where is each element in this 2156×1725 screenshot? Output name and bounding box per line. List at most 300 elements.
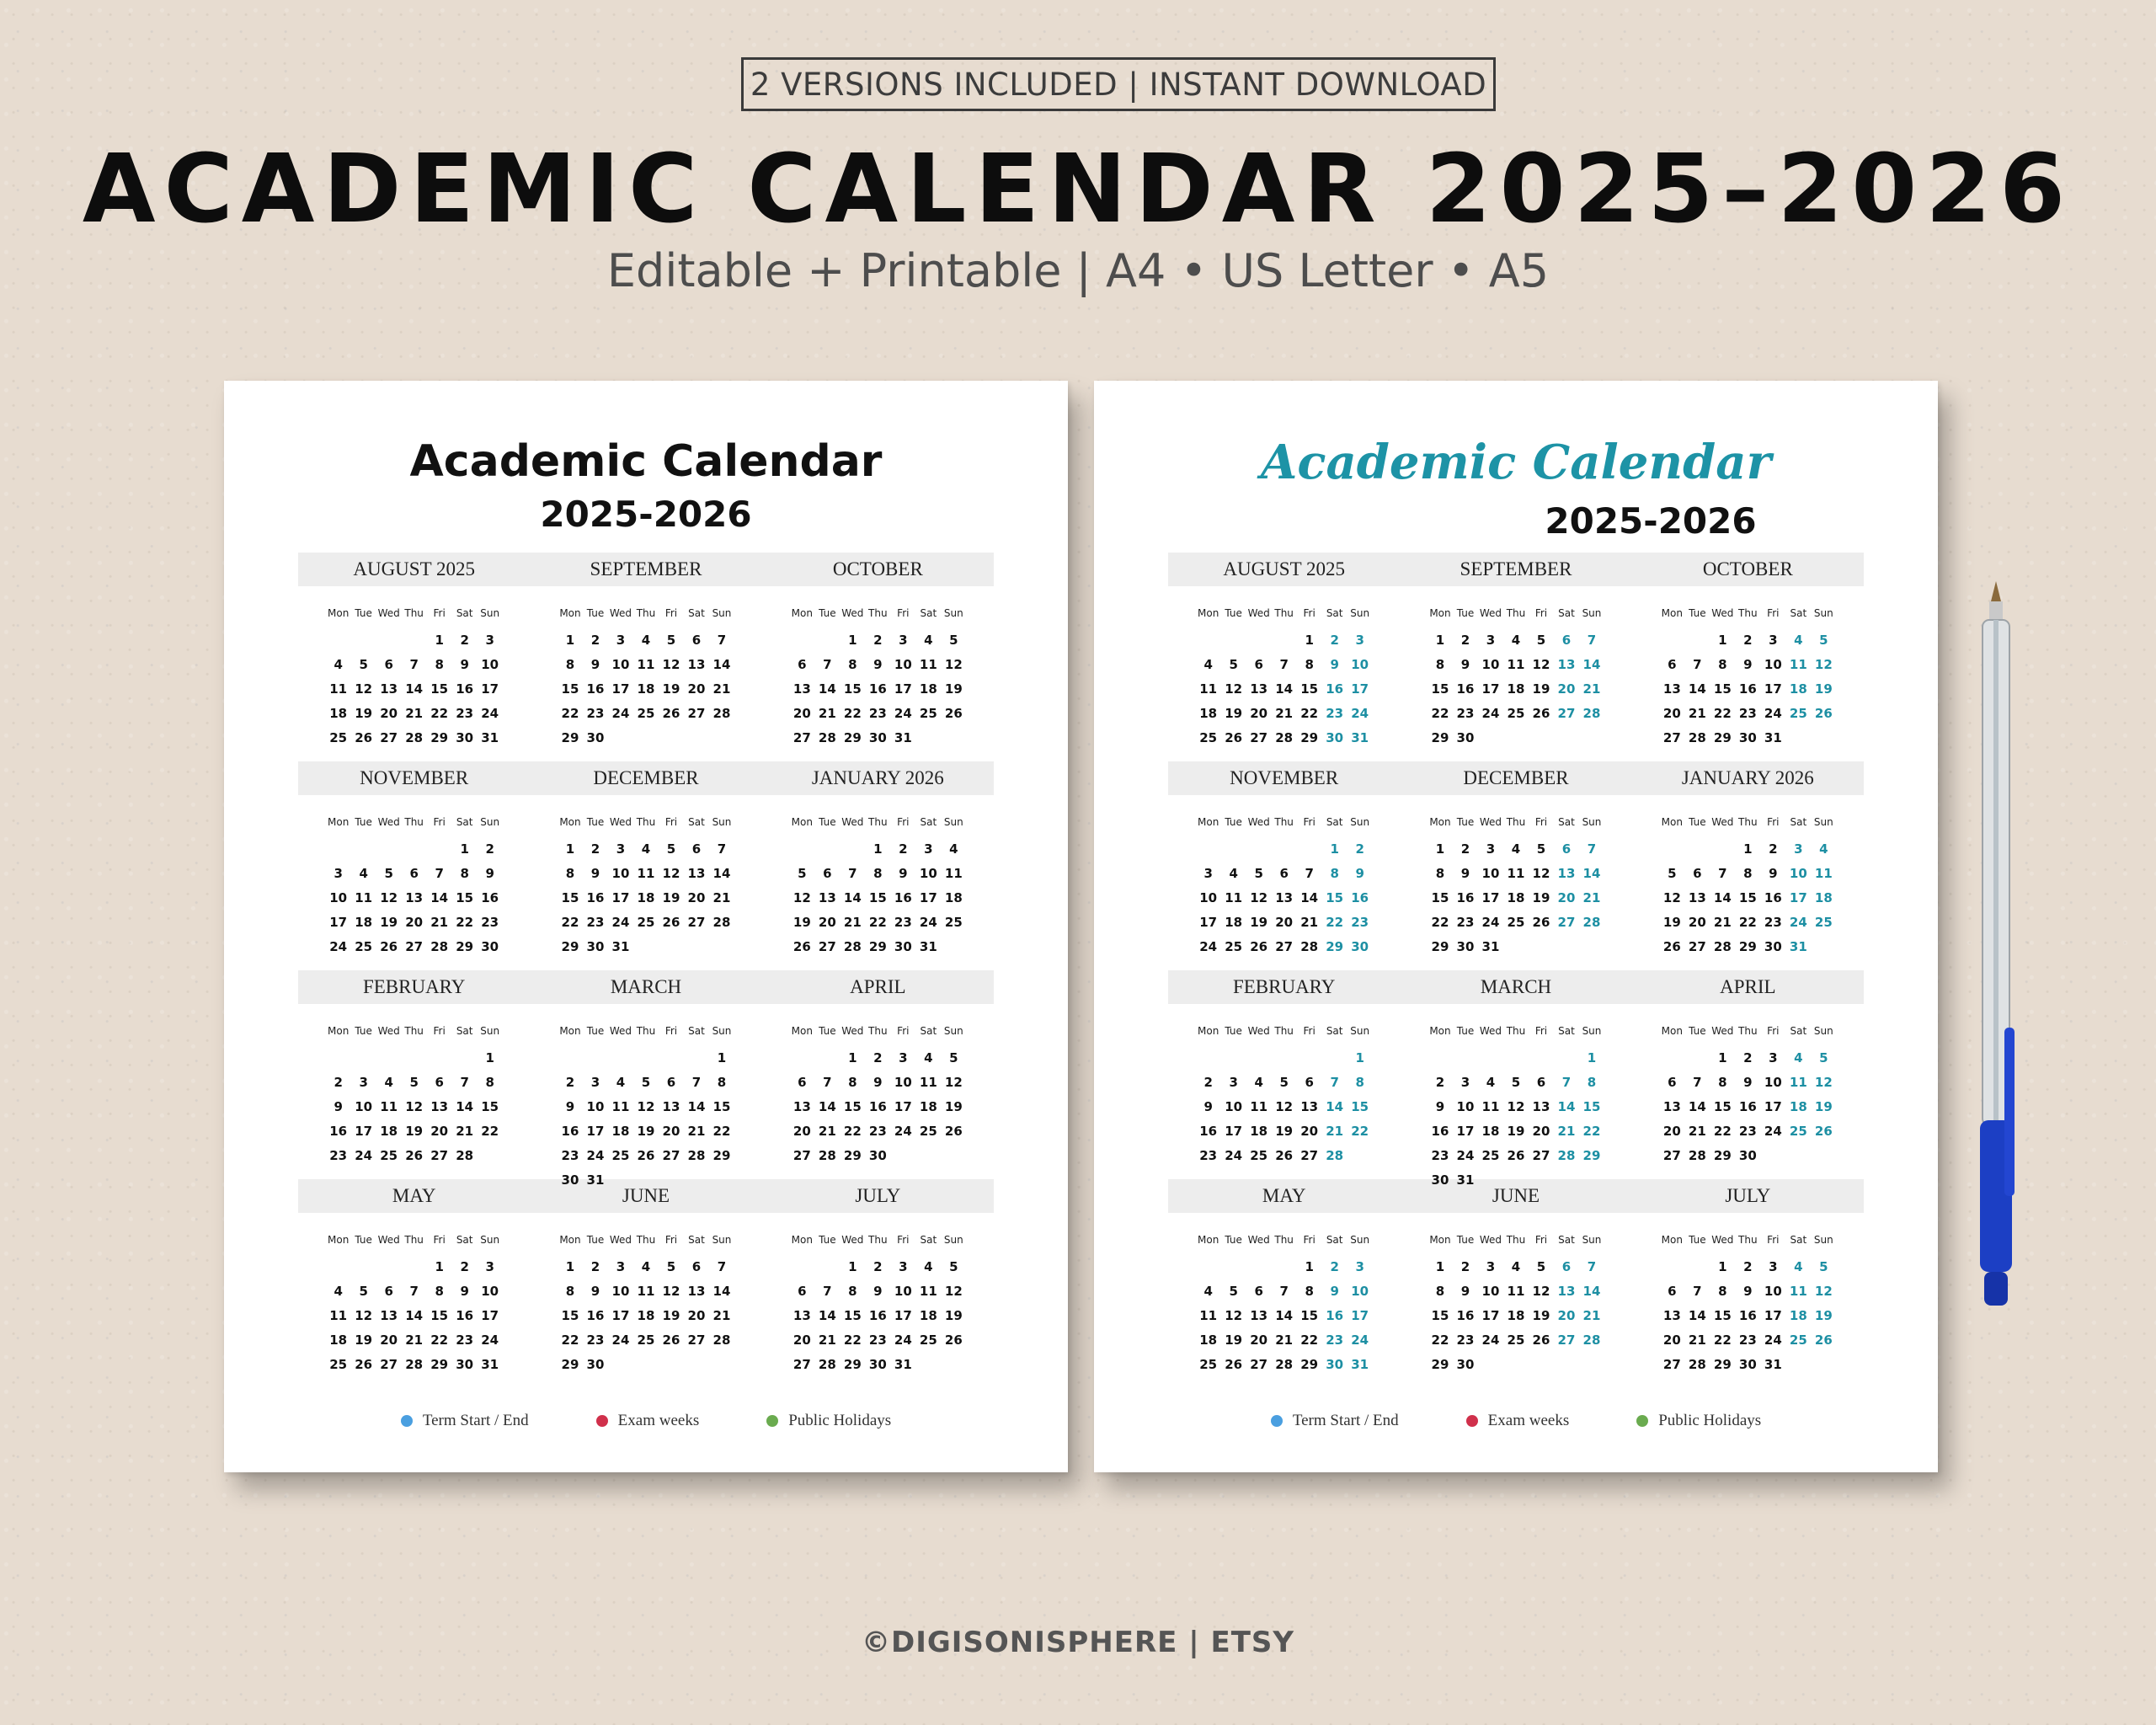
day-cell: 9 <box>1330 657 1339 672</box>
day-cell: 29 <box>1713 1357 1732 1372</box>
day-cell: 26 <box>1225 1357 1243 1372</box>
day-grid <box>762 1046 994 1168</box>
day-grid <box>1632 1046 1864 1168</box>
day-cell: 26 <box>792 939 811 954</box>
day-cell: 22 <box>712 1124 731 1139</box>
day-cell: 20 <box>380 1332 398 1348</box>
weekday-label: Fri <box>433 1025 446 1037</box>
day-cell: 12 <box>1814 1075 1833 1090</box>
day-cell: 15 <box>561 681 579 697</box>
day-cell: 7 <box>435 866 444 881</box>
day-cell: 25 <box>1225 939 1243 954</box>
day-grid <box>762 628 994 750</box>
day-cell: 7 <box>823 1284 832 1299</box>
day-cell: 30 <box>1351 939 1369 954</box>
day-cell: 27 <box>1250 730 1268 745</box>
day-cell: 1 <box>565 1259 575 1274</box>
day-cell: 6 <box>798 1075 807 1090</box>
day-cell: 30 <box>1764 939 1782 954</box>
day-cell: 5 <box>949 633 958 648</box>
day-cell: 9 <box>1435 1099 1445 1114</box>
day-cell: 16 <box>1738 1099 1757 1114</box>
day-cell: 4 <box>1511 841 1521 857</box>
empty-cell <box>326 837 351 862</box>
month-block <box>1400 761 1631 970</box>
empty-cell <box>326 1046 351 1071</box>
day-cell: 7 <box>460 1075 469 1090</box>
empty-cell <box>1297 1046 1322 1071</box>
day-cell: 1 <box>1718 633 1727 648</box>
day-cell: 1 <box>717 1050 727 1065</box>
weekday-label: Thu <box>868 816 888 828</box>
day-cell: 9 <box>565 1099 575 1114</box>
day-cell: 25 <box>1814 915 1833 930</box>
legend-item-term <box>1271 1412 1399 1430</box>
weekday-label: Mon <box>559 607 581 619</box>
day-cell: 28 <box>405 730 424 745</box>
day-cell: 5 <box>359 657 368 672</box>
empty-cell <box>351 1255 376 1279</box>
weekday-label: Sat <box>456 816 473 828</box>
weekday-label: Mon <box>559 816 581 828</box>
day-cell: 31 <box>586 1172 605 1188</box>
day-cell: 3 <box>616 633 626 648</box>
day-cell: 18 <box>380 1124 398 1139</box>
day-grid <box>1400 1255 1631 1377</box>
weekday-row <box>762 812 994 832</box>
day-cell: 2 <box>873 633 883 648</box>
day-cell: 6 <box>823 866 832 881</box>
day-cell: 16 <box>1456 890 1475 905</box>
day-cell: 28 <box>1326 1148 1344 1163</box>
weekday-row <box>530 1230 761 1250</box>
weekday-label: Wed <box>841 816 864 828</box>
day-cell: 7 <box>1718 866 1727 881</box>
day-cell: 21 <box>818 1332 836 1348</box>
day-cell: 1 <box>873 841 883 857</box>
day-cell: 9 <box>1203 1099 1213 1114</box>
weekday-row <box>530 812 761 832</box>
day-cell: 22 <box>561 706 579 721</box>
day-cell: 31 <box>1764 730 1782 745</box>
day-cell: 20 <box>1557 681 1576 697</box>
day-cell: 16 <box>456 681 474 697</box>
empty-cell <box>1297 837 1322 862</box>
day-cell: 28 <box>1557 1148 1576 1163</box>
weekday-row <box>1400 812 1631 832</box>
day-cell: 27 <box>1557 915 1576 930</box>
day-cell: 28 <box>1275 730 1294 745</box>
day-cell: 15 <box>561 1308 579 1323</box>
day-cell: 11 <box>329 1308 348 1323</box>
empty-cell <box>1221 628 1246 653</box>
day-cell: 4 <box>1794 1259 1803 1274</box>
day-cell: 25 <box>1481 1148 1500 1163</box>
empty-cell <box>1710 837 1735 862</box>
calendar-sheet-classic <box>224 381 1068 1472</box>
empty-cell <box>659 1046 684 1071</box>
day-cell: 27 <box>1250 1357 1268 1372</box>
day-cell: 21 <box>818 706 836 721</box>
day-cell: 13 <box>1250 681 1268 697</box>
day-cell: 24 <box>1481 1332 1500 1348</box>
day-cell: 19 <box>944 1308 963 1323</box>
day-cell: 13 <box>380 1308 398 1323</box>
day-cell: 17 <box>1351 681 1369 697</box>
day-grid <box>530 1255 761 1377</box>
day-cell: 26 <box>355 730 373 745</box>
weekday-label: Mon <box>1198 1234 1219 1246</box>
day-cell: 22 <box>1713 706 1732 721</box>
month-name: AUGUST 2025 <box>1223 558 1345 579</box>
day-cell: 2 <box>485 841 494 857</box>
day-cell: 7 <box>823 1075 832 1090</box>
day-cell: 26 <box>1814 706 1833 721</box>
day-cell: 13 <box>662 1099 680 1114</box>
empty-cell <box>1221 837 1246 862</box>
day-cell: 21 <box>1582 1308 1601 1323</box>
day-cell: 16 <box>894 890 912 905</box>
weekday-label: Wed <box>1711 607 1734 619</box>
weekday-label: Sun <box>480 1234 500 1246</box>
weekday-row <box>1168 1230 1400 1250</box>
empty-cell <box>427 837 452 862</box>
empty-cell <box>452 1046 478 1071</box>
day-cell: 9 <box>1743 1075 1753 1090</box>
weekday-label: Mon <box>328 607 350 619</box>
day-cell: 20 <box>1250 706 1268 721</box>
day-cell: 18 <box>637 890 655 905</box>
day-cell: 2 <box>1460 633 1470 648</box>
day-cell: 6 <box>1254 1284 1263 1299</box>
day-cell: 29 <box>1582 1148 1601 1163</box>
weekday-label: Sat <box>456 607 473 619</box>
day-grid <box>1632 837 1864 959</box>
month-block <box>1632 761 1864 970</box>
weekday-label: Mon <box>791 1234 813 1246</box>
day-cell: 6 <box>1561 1259 1572 1274</box>
day-cell: 14 <box>1582 1284 1601 1299</box>
day-cell: 17 <box>329 915 348 930</box>
day-cell: 11 <box>1789 657 1807 672</box>
weekday-label: Thu <box>636 607 656 619</box>
day-cell: 25 <box>1507 706 1525 721</box>
day-cell: 24 <box>329 939 348 954</box>
day-cell: 2 <box>1203 1075 1213 1090</box>
day-cell: 8 <box>848 1284 857 1299</box>
weekday-label: Wed <box>1711 1025 1734 1037</box>
day-cell: 17 <box>1789 890 1807 905</box>
empty-cell <box>840 837 865 862</box>
day-cell: 15 <box>430 681 449 697</box>
day-cell: 13 <box>792 1099 811 1114</box>
day-cell: 2 <box>590 841 600 857</box>
day-cell: 8 <box>1718 1075 1727 1090</box>
weekday-row <box>1168 1021 1400 1041</box>
month-name: MARCH <box>1480 976 1552 997</box>
month-name: FEBRUARY <box>362 976 466 997</box>
empty-cell <box>1196 1046 1221 1071</box>
day-cell: 27 <box>1662 730 1681 745</box>
weekday-row <box>1632 603 1864 623</box>
day-cell: 29 <box>1431 730 1449 745</box>
day-cell: 18 <box>1507 890 1525 905</box>
weekday-label: Tue <box>819 607 836 619</box>
weekday-label: Tue <box>1456 1025 1475 1037</box>
day-cell: 30 <box>561 1172 579 1188</box>
weekday-label: Mon <box>1429 1234 1451 1246</box>
empty-cell <box>583 1046 608 1071</box>
day-cell: 18 <box>1481 1124 1500 1139</box>
day-cell: 3 <box>1486 1259 1496 1274</box>
day-grid <box>298 628 530 750</box>
weekday-label: Sat <box>920 1025 937 1037</box>
day-cell: 30 <box>894 939 912 954</box>
day-cell: 1 <box>1355 1050 1364 1065</box>
day-cell: 11 <box>1199 1308 1218 1323</box>
empty-cell <box>402 628 427 653</box>
day-cell: 27 <box>1532 1148 1550 1163</box>
day-cell: 8 <box>873 866 883 881</box>
day-cell: 5 <box>1511 1075 1521 1090</box>
day-cell: 10 <box>611 657 630 672</box>
day-cell: 25 <box>329 730 348 745</box>
day-grid <box>1168 1255 1400 1377</box>
day-cell: 20 <box>380 706 398 721</box>
day-cell: 4 <box>1511 1259 1521 1274</box>
month-name: DECEMBER <box>1463 767 1569 788</box>
weekday-label: Mon <box>1198 607 1219 619</box>
day-cell: 11 <box>1789 1075 1807 1090</box>
day-cell: 26 <box>637 1148 655 1163</box>
weekday-label: Mon <box>1661 607 1683 619</box>
day-cell: 27 <box>818 939 836 954</box>
day-cell: 7 <box>1279 657 1289 672</box>
day-cell: 15 <box>1713 1308 1732 1323</box>
empty-cell <box>814 1255 840 1279</box>
day-cell: 7 <box>1587 1259 1597 1274</box>
weekday-label: Mon <box>791 816 813 828</box>
day-cell: 1 <box>460 841 469 857</box>
day-cell: 30 <box>1456 939 1475 954</box>
day-grid <box>530 628 761 750</box>
pen-tip <box>1991 581 2001 601</box>
weekday-label: Thu <box>868 607 888 619</box>
day-cell: 25 <box>944 915 963 930</box>
day-cell: 22 <box>1431 1332 1449 1348</box>
day-cell: 22 <box>456 915 474 930</box>
day-cell: 17 <box>611 1308 630 1323</box>
day-cell: 4 <box>641 841 651 857</box>
day-cell: 18 <box>919 681 937 697</box>
day-cell: 4 <box>641 1259 651 1274</box>
day-cell: 5 <box>798 866 807 881</box>
legend-label: Term Start / End <box>1292 1412 1399 1429</box>
weekday-label: Thu <box>404 1025 424 1037</box>
day-cell: 25 <box>1789 706 1807 721</box>
day-cell: 20 <box>792 1332 811 1348</box>
day-cell: 9 <box>1355 866 1364 881</box>
day-cell: 25 <box>1199 730 1218 745</box>
empty-cell <box>789 1255 814 1279</box>
weekday-label: Sat <box>920 607 937 619</box>
day-cell: 8 <box>848 1075 857 1090</box>
day-cell: 15 <box>843 1308 862 1323</box>
day-cell: 26 <box>944 1332 963 1348</box>
day-cell: 23 <box>1738 706 1757 721</box>
day-cell: 13 <box>1532 1099 1550 1114</box>
day-cell: 1 <box>848 633 857 648</box>
day-cell: 13 <box>687 657 706 672</box>
day-cell: 5 <box>641 1075 651 1090</box>
day-cell: 12 <box>1225 681 1243 697</box>
month-block <box>1400 970 1631 1188</box>
day-cell: 23 <box>586 915 605 930</box>
day-cell: 27 <box>792 1148 811 1163</box>
empty-cell <box>789 837 814 862</box>
day-cell: 1 <box>1718 1050 1727 1065</box>
day-cell: 14 <box>1300 890 1319 905</box>
day-cell: 8 <box>435 657 444 672</box>
empty-cell <box>1503 1046 1529 1071</box>
empty-cell <box>376 837 402 862</box>
day-cell: 4 <box>1819 841 1828 857</box>
day-cell: 12 <box>662 866 680 881</box>
day-grid <box>762 1255 994 1377</box>
weekday-row <box>298 812 530 832</box>
day-cell: 23 <box>456 706 474 721</box>
day-cell: 6 <box>798 1284 807 1299</box>
weekday-label: Tue <box>586 1025 605 1037</box>
day-cell: 20 <box>430 1124 449 1139</box>
day-cell: 23 <box>586 706 605 721</box>
empty-cell <box>1659 837 1684 862</box>
day-cell: 23 <box>1199 1148 1218 1163</box>
day-cell: 24 <box>1764 706 1782 721</box>
day-cell: 18 <box>944 890 963 905</box>
pen-nib-holder <box>1989 601 2003 620</box>
weekday-label: Sat <box>1326 816 1343 828</box>
month-name: DECEMBER <box>593 767 699 788</box>
weekday-label: Tue <box>1225 816 1242 828</box>
weekday-label: Tue <box>819 816 836 828</box>
day-cell: 16 <box>481 890 499 905</box>
footer-credit: ©DIGISONISPHERE | ETSY <box>861 1626 1295 1659</box>
day-cell: 28 <box>430 939 449 954</box>
weekday-label: Tue <box>1456 816 1475 828</box>
day-cell: 15 <box>1582 1099 1601 1114</box>
day-cell: 21 <box>405 706 424 721</box>
day-cell: 23 <box>1431 1148 1449 1163</box>
day-cell: 7 <box>1693 657 1702 672</box>
day-cell: 26 <box>1507 1148 1525 1163</box>
day-cell: 8 <box>1587 1075 1597 1090</box>
day-cell: 29 <box>1431 939 1449 954</box>
day-cell: 14 <box>818 681 836 697</box>
day-cell: 18 <box>919 1099 937 1114</box>
day-cell: 18 <box>919 1308 937 1323</box>
weekday-label: Wed <box>1479 1025 1502 1037</box>
day-cell: 5 <box>949 1050 958 1065</box>
weekday-label: Sun <box>480 816 500 828</box>
day-cell: 10 <box>1456 1099 1475 1114</box>
empty-cell <box>1221 1046 1246 1071</box>
day-cell: 19 <box>662 1308 680 1323</box>
day-cell: 25 <box>919 1332 937 1348</box>
day-cell: 26 <box>662 915 680 930</box>
day-cell: 26 <box>1532 706 1550 721</box>
day-cell: 19 <box>944 1099 963 1114</box>
day-cell: 16 <box>868 681 887 697</box>
day-grid <box>530 1046 761 1193</box>
day-cell: 28 <box>1582 915 1601 930</box>
day-cell: 1 <box>1743 841 1753 857</box>
day-cell: 10 <box>481 1284 499 1299</box>
day-cell: 11 <box>637 657 655 672</box>
day-cell: 16 <box>868 1308 887 1323</box>
day-cell: 26 <box>944 706 963 721</box>
empty-cell <box>351 628 376 653</box>
day-cell: 18 <box>329 1332 348 1348</box>
day-cell: 19 <box>1532 681 1550 697</box>
day-cell: 3 <box>616 841 626 857</box>
day-cell: 28 <box>1688 1148 1706 1163</box>
day-cell: 28 <box>1582 1332 1601 1348</box>
day-cell: 8 <box>717 1075 727 1090</box>
day-cell: 24 <box>1351 706 1369 721</box>
day-cell: 19 <box>355 706 373 721</box>
day-cell: 2 <box>334 1075 343 1090</box>
weekday-label: Thu <box>1274 1234 1294 1246</box>
day-cell: 21 <box>1688 1332 1706 1348</box>
day-cell: 16 <box>1326 681 1344 697</box>
day-cell: 4 <box>359 866 368 881</box>
weekday-label: Thu <box>1738 607 1758 619</box>
weekday-label: Thu <box>868 1025 888 1037</box>
day-cell: 16 <box>456 1308 474 1323</box>
day-cell: 9 <box>873 1075 883 1090</box>
day-cell: 20 <box>1662 1124 1681 1139</box>
day-cell: 25 <box>1507 1332 1525 1348</box>
day-cell: 22 <box>430 706 449 721</box>
day-cell: 7 <box>717 841 727 857</box>
weekday-label: Fri <box>1534 1234 1548 1246</box>
day-cell: 12 <box>1275 1099 1294 1114</box>
day-cell: 31 <box>481 1357 499 1372</box>
day-cell: 1 <box>1305 633 1314 648</box>
weekday-label: Mon <box>1661 1025 1683 1037</box>
day-cell: 24 <box>586 1148 605 1163</box>
day-cell: 28 <box>405 1357 424 1372</box>
empty-cell <box>684 1046 709 1071</box>
day-cell: 30 <box>1738 1148 1757 1163</box>
day-cell: 23 <box>868 1124 887 1139</box>
day-cell: 29 <box>843 730 862 745</box>
day-cell: 22 <box>1300 706 1319 721</box>
day-cell: 31 <box>894 730 912 745</box>
weekday-label: Fri <box>1767 607 1780 619</box>
day-grid <box>1632 628 1864 750</box>
day-cell: 28 <box>818 730 836 745</box>
day-cell: 23 <box>561 1148 579 1163</box>
day-cell: 21 <box>1300 915 1319 930</box>
empty-cell <box>402 1255 427 1279</box>
day-cell: 22 <box>843 1332 862 1348</box>
day-cell: 14 <box>1713 890 1732 905</box>
day-cell: 26 <box>662 1332 680 1348</box>
day-cell: 3 <box>359 1075 368 1090</box>
day-cell: 17 <box>586 1124 605 1139</box>
